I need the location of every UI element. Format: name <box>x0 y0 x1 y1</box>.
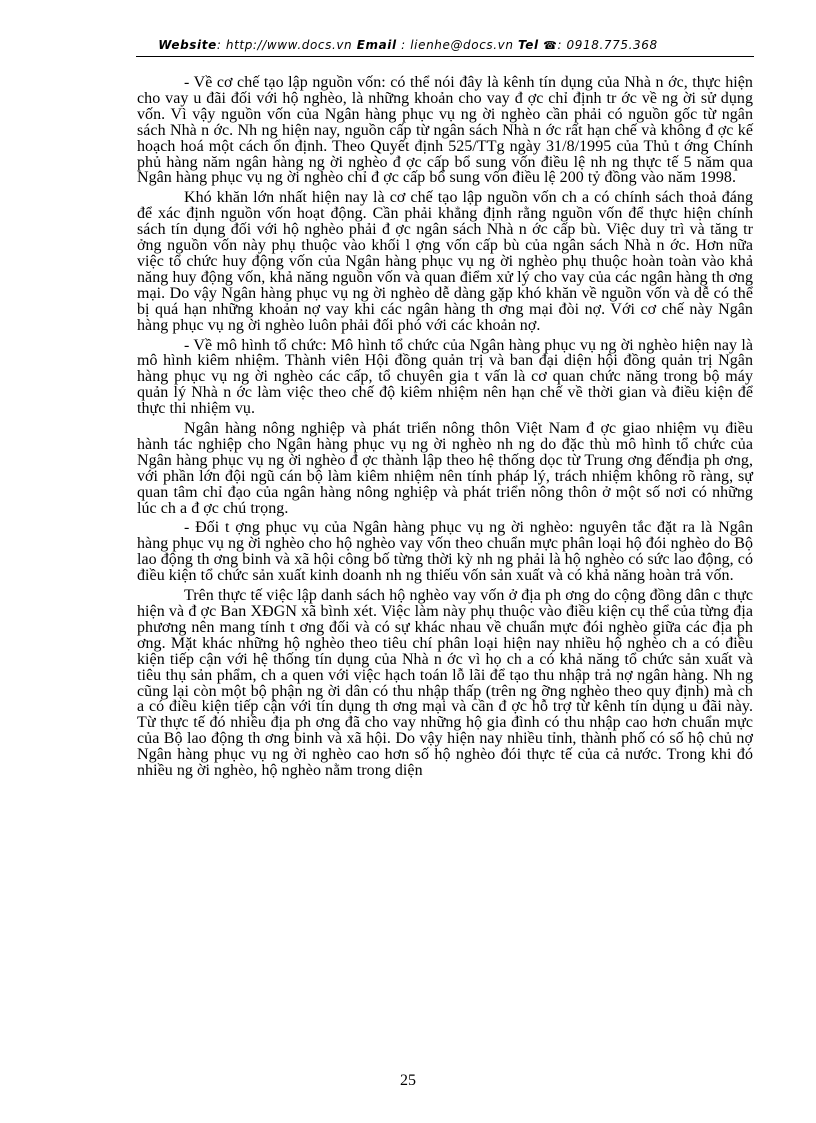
website-value: : http://www.docs.vn <box>216 38 353 52</box>
paragraph: - Về cơ chế tạo lập nguồn vốn: có thể nói đây là kênh tín dụng của Nhà n ớc, thực hiện cho vay u đãi đối với hộ nghèo, là những khoản cho vay đ ợc chỉ định tr ớc về ng ời sử dụng vốn. Vì vậy nguồn vốn của Ngân hàng phục vụ ng ời nghèo cần phải có nguồn gốc từ ngân sách Nhà n ớc. Nh ng hiện nay, nguồn cấp từ ngân sách Nhà n ớc rất hạn chế và không đ ợc kế hoạch hoá một cách ổn định. Theo Quyết định 525/TTg ngày 31/8/1995 của Thủ t ớng Chính phủ hàng năm ngân hàng ng ời nghèo đ ợc cấp bổ sung vốn điều lệ nh ng thực tế 5 năm qua Ngân hàng phục vụ ng ời nghèo chỉ đ ợc cấp bổ sung vốn điều lệ 200 tỷ đồng vào năm 1998. <box>137 74 753 187</box>
page-number: 25 <box>400 1072 416 1089</box>
paragraph: Ngân hàng nông nghiệp và phát triển nông thôn Việt Nam đ ợc giao nhiệm vụ điều hành tác nghiệp cho Ngân hàng phục vụ ng ời nghèo nh ng do đặc thù mô hình tổ chức của Ngân hàng phục vụ ng ời nghèo đ ợc thành lập theo hệ thống dọc từ Trung ơng đếnđịa ph ơng, với phần lớn đội ngũ cán bộ làm kiêm nhiệm nên tính pháp lý, trách nhiệm không rõ ràng, sự quan tâm chỉ đạo của ngân hàng nông nghiệp và phát triển nông thôn ở một số nơi có những lúc ch a đ ợc chú trọng. <box>137 420 753 517</box>
phone-icon: ☎ <box>543 39 558 52</box>
tel-value: : 0918.775.368 <box>557 38 658 52</box>
paragraph: Khó khăn lớn nhất hiện nay là cơ chế tạo lập nguồn vốn ch a có chính sách thoả đáng để xác định nguồn vốn hoạt động. Cần phải khẳng định rằng nguồn vốn để thực hiện chính sách tín dụng đối với hộ nghèo phải đ ợc ngân sách Nhà n ớc cấp bù. Việc duy trì và tăng tr ởng nguồn vốn này phụ thuộc vào khối l ợng vốn cấp bù của ngân sách Nhà n ớc. Hơn nữa việc tổ chức huy động vốn của Ngân hàng phục vụ ng ời nghèo phụ thuộc hoàn toàn vào khả năng huy động vốn, khả năng nguồn vốn và quan điểm xử lý cho vay của các ngân hàng th ơng mại. Do vậy Ngân hàng phục vụ ng ời nghèo dễ dàng gặp khó khăn về nguồn vốn và dễ có thể bị quá hạn những khoản nợ vay khi các ngân hàng th ơng mại đòi nợ. Với cơ chế này Ngân hàng phục vụ ng ời nghèo luôn phải đối phó với các khoản nợ. <box>137 189 753 334</box>
header-divider <box>136 56 754 57</box>
email-value: : lienhe@docs.vn <box>401 38 514 52</box>
paragraph: Trên thực tế việc lập danh sách hộ nghèo vay vốn ở địa ph ơng do cộng đồng dân c thực hiện và đ ợc Ban XĐGN xã bình xét. Việc làm này phụ thuộc vào điều kiện cụ thể của từng địa phương nên mang tính t ơng đối và có sự khác nhau về chuẩn mực đói nghèo giữa các địa ph ơng. Mặt khác những hộ nghèo theo tiêu chí phân loại hiện nay nhiều hộ nghèo ch a có điều kiện tiếp cận với hệ thống tín dụng của Nhà n ớc vì họ ch a có khả năng tổ chức sản xuất và tiêu thụ sản phẩm, ch a quen với việc hạch toán lỗ lãi để tạo thu nhập trả nợ ngân hàng. Nh ng cũng lại còn một bộ phận ng ời dân có thu nhập thấp (trên ng ỡng nghèo theo quy định) mà ch a có điều kiện tiếp cận với tín dụng th ơng mại và cần đ ợc hỗ trợ từ kênh tín dụng u đãi này. Từ thực tế đó nhiều địa ph ơng đã cho vay những hộ gia đình có thu nhập cao hơn chuẩn mực của Bộ lao động th ơng binh và xã hội. Do vậy hiện nay nhiều tỉnh, thành phố có số hộ chủ nợ Ngân hàng phục vụ ng ời nghèo cao hơn số hộ nghèo đói thực tế của cả nước. Trong khi đó nhiều ng ời nghèo, hộ nghèo nằm trong diện <box>137 587 753 780</box>
paragraph: - Về mô hình tổ chức: Mô hình tổ chức của Ngân hàng phục vụ ng ời nghèo hiện nay là mô hình kiêm nhiệm. Thành viên Hội đồng quản trị và ban đại diện hội đồng quản trị Ngân hàng phục vụ ng ời nghèo các cấp, tổ chuyên gia t vấn là cơ quan chức năng trong bộ máy quản lý Nhà n ớc làm việc theo chế độ kiêm nhiệm nên hạn chế về thời gian và điều kiện để thực thi nhiệm vụ. <box>137 336 753 418</box>
document-body <box>137 75 753 783</box>
email-label: Email <box>356 38 397 52</box>
page-header <box>0 38 816 52</box>
website-label: Website <box>158 38 217 52</box>
paragraph: - Đối t ợng phục vụ của Ngân hàng phục vụ ng ời nghèo: nguyên tắc đặt ra là Ngân hàng phục vụ ng ời nghèo cho hộ nghèo vay vốn theo chuẩn mực phân loại hộ đói nghèo do Bộ lao động th ơng binh và xã hội công bố từng thời kỳ nh ng phải là hộ nghèo có sức lao động, có điều kiện tổ chức sản xuất kinh doanh nh ng thiếu vốn sản xuất và có khả năng hoàn trả vốn. <box>137 519 753 585</box>
tel-label: Tel <box>518 38 539 52</box>
